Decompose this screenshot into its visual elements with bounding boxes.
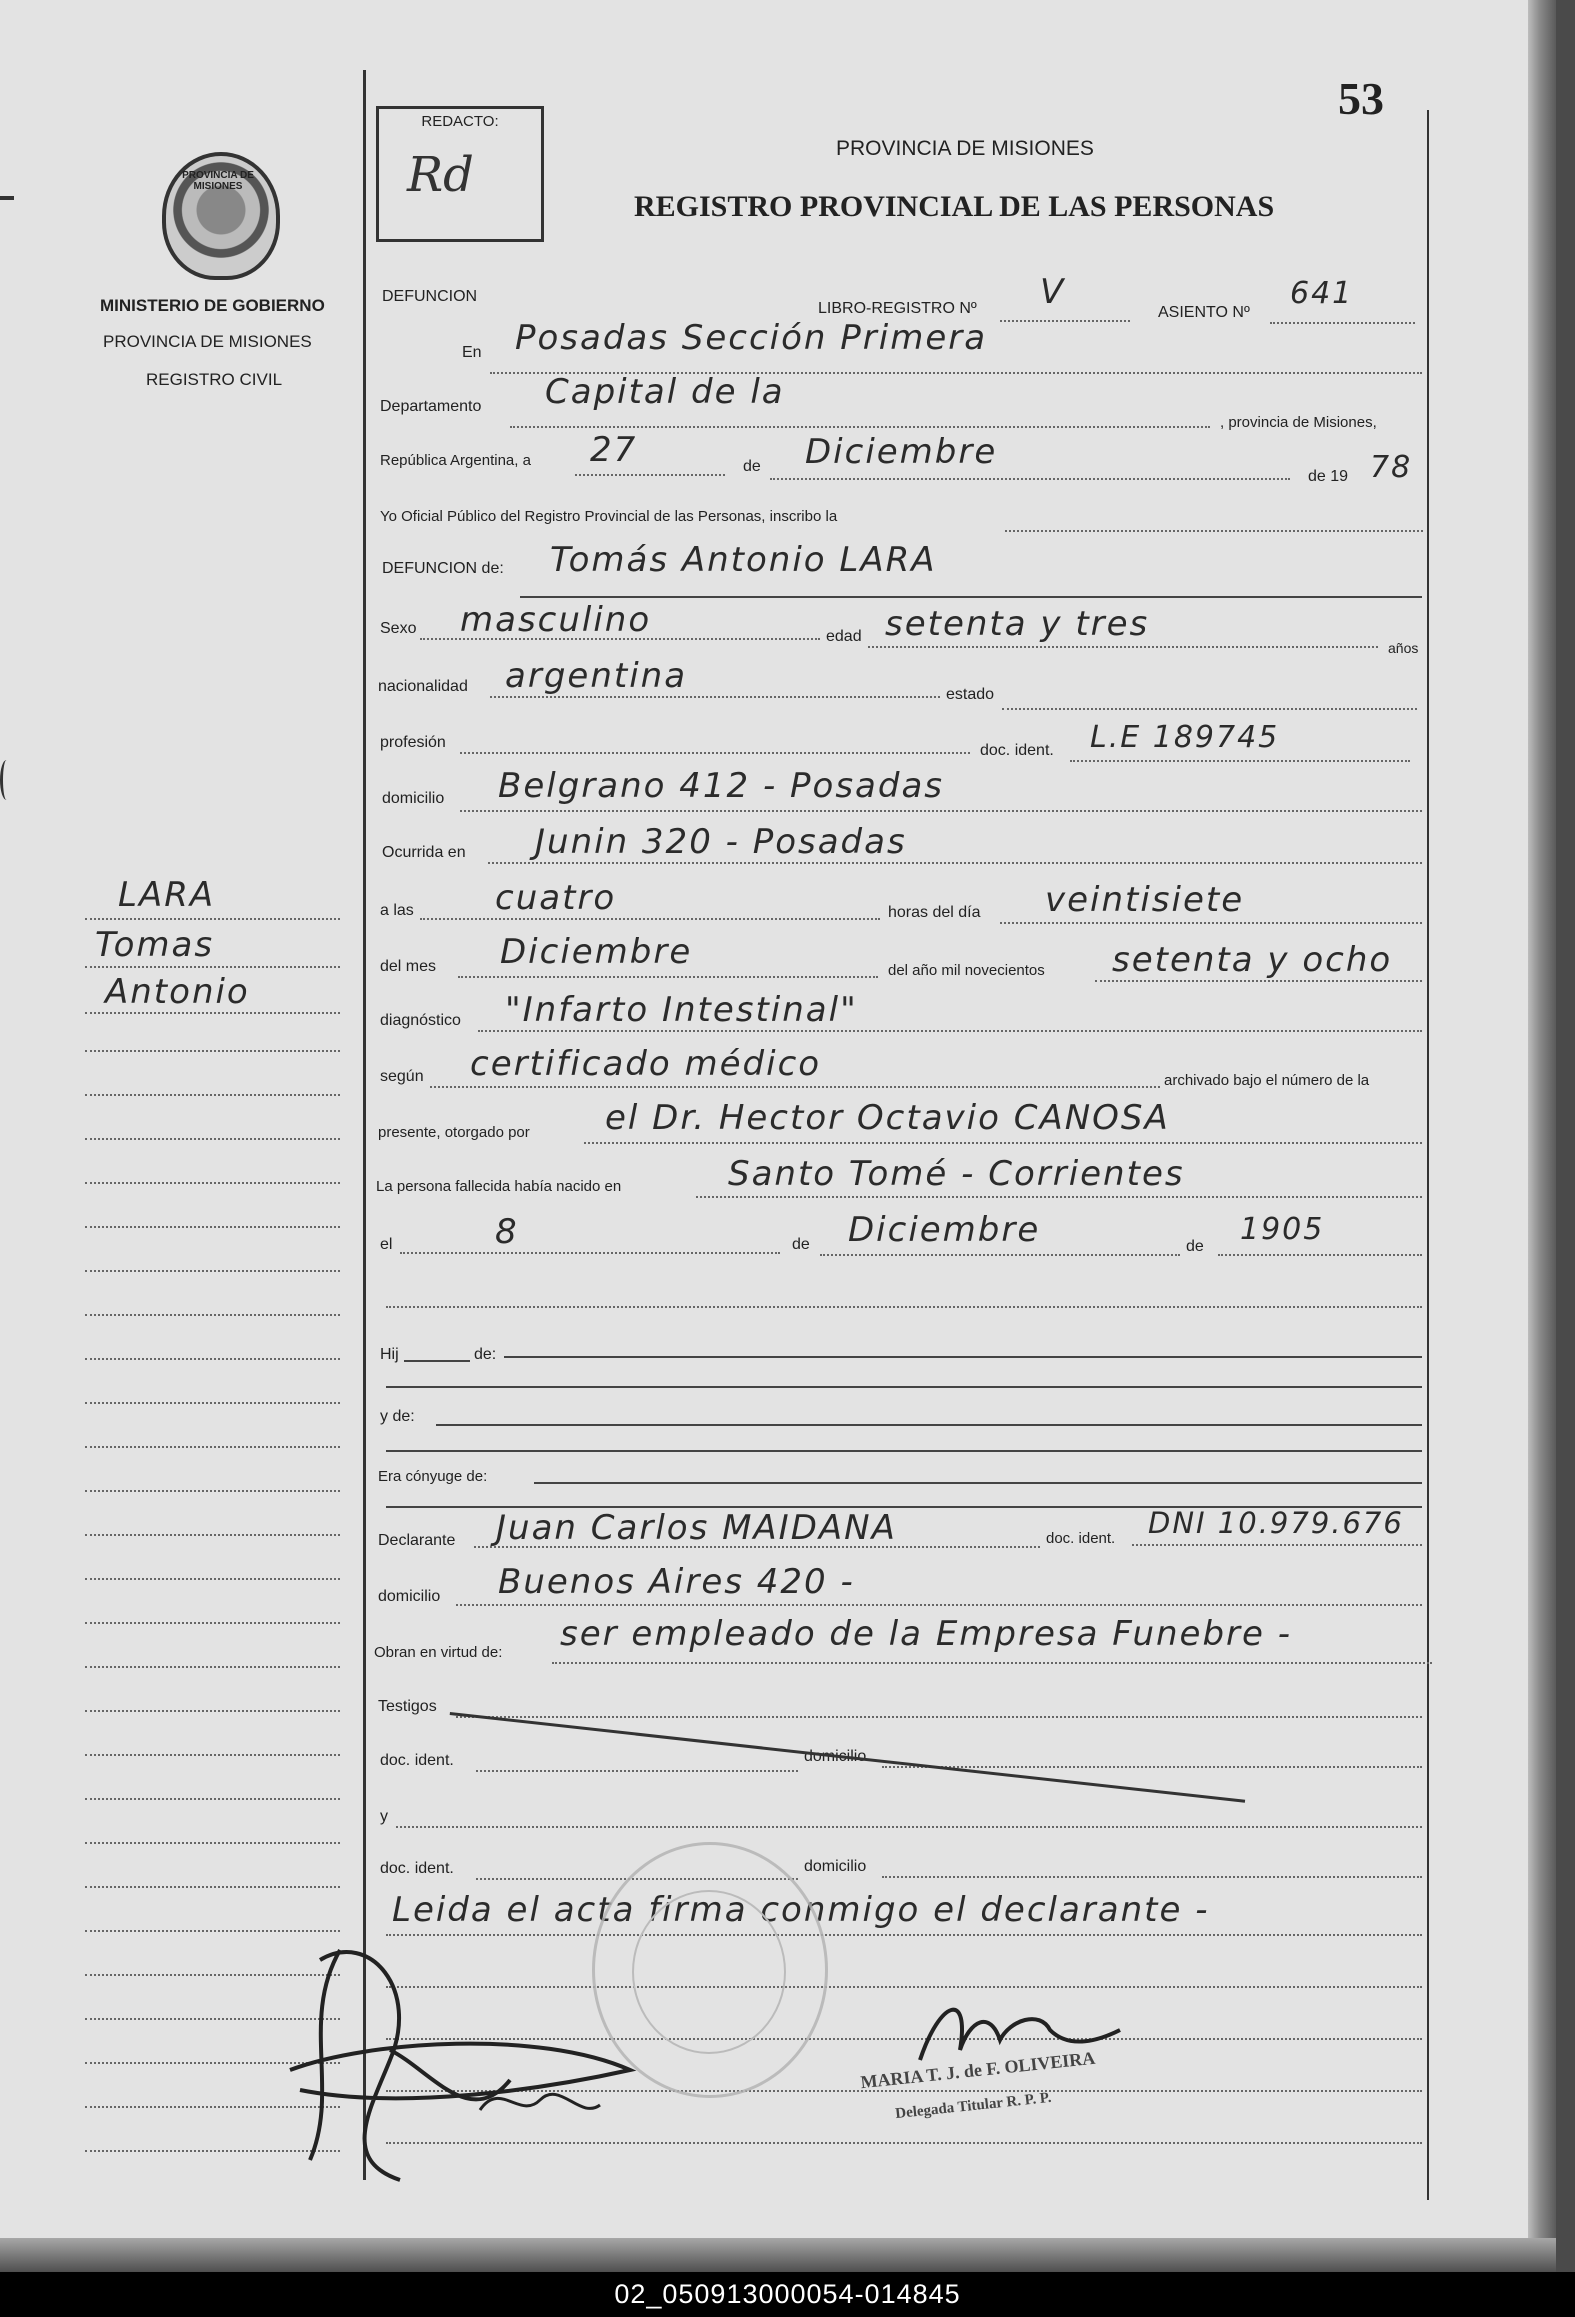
margin-line <box>85 1314 340 1316</box>
y-de-line-2 <box>386 1450 1422 1452</box>
del-mes-label: del mes <box>380 958 437 975</box>
del-ano-label: del año mil novecientos <box>888 962 1045 979</box>
margin-line <box>85 1754 340 1756</box>
margin-line <box>85 1446 340 1448</box>
hij-de-label: de: <box>474 1346 497 1363</box>
yo-oficial-text: Yo Oficial Público del Registro Provincial de las Personas, inscribo la <box>380 508 838 525</box>
doc-ident-value: L.E 189745 <box>1090 720 1280 755</box>
presente-value: el Dr. Hector Octavio CANOSA <box>605 1098 1170 1138</box>
day-line <box>575 474 725 476</box>
y-de-line <box>436 1424 1422 1426</box>
horas-label: horas del día <box>888 904 981 921</box>
archivado-label: archivado bajo el número de la <box>1164 1072 1370 1089</box>
defuncion-de-line <box>520 596 1422 598</box>
edad-value: setenta y tres <box>885 604 1150 644</box>
a-las-label: a las <box>380 902 414 919</box>
image-caption: 02_050913000054-014845 <box>0 2272 1575 2317</box>
nacido-label: La persona fallecida había nacido en <box>376 1178 622 1195</box>
decl-doc-value: DNI 10.979.676 <box>1148 1506 1404 1540</box>
birth-year-value: 1905 <box>1240 1212 1325 1247</box>
margin-line <box>85 1358 340 1360</box>
crest-text: PROVINCIA DE MISIONES <box>182 170 254 192</box>
el-label: el <box>380 1236 393 1253</box>
left-margin-rule <box>363 70 366 2180</box>
day-value: 27 <box>590 430 638 470</box>
margin-line <box>85 1710 340 1712</box>
provincia-suffix: , provincia de Misiones, <box>1220 414 1377 431</box>
margin-line <box>85 1226 340 1228</box>
y-de-label: y de: <box>380 1408 415 1425</box>
testigo-domicilio2-line <box>882 1876 1422 1878</box>
defuncion-heading: DEFUNCION <box>382 288 478 305</box>
a-las-value: cuatro <box>495 878 617 918</box>
margin-line <box>85 1138 340 1140</box>
el-line <box>400 1252 780 1254</box>
testigos-strike-line <box>450 1712 1245 1803</box>
departamento-value: Capital de la <box>545 372 785 412</box>
nacionalidad-value: argentina <box>505 656 688 696</box>
departamento-label: Departamento <box>380 398 482 415</box>
testigo-doc2-label: doc. ident. <box>380 1860 454 1877</box>
ocurrida-value: Junin 320 - Posadas <box>535 822 907 862</box>
official-stamp-title: Delegada Titular R. P. P. <box>894 2089 1053 2123</box>
page-edge-bottom <box>0 2238 1556 2272</box>
obran-label: Obran en virtud de: <box>374 1644 503 1661</box>
hij-label: Hij <box>380 1346 399 1363</box>
declarante-value: Juan Carlos MAIDANA <box>496 1508 897 1548</box>
birth-de2-label: de <box>1186 1238 1204 1255</box>
anos-label: años <box>1388 640 1419 656</box>
presente-label: presente, otorgado por <box>378 1124 530 1141</box>
testigos-label: Testigos <box>378 1698 437 1715</box>
libro-label: LIBRO-REGISTRO Nº <box>818 300 977 317</box>
libro-value: V <box>1040 272 1066 312</box>
asiento-label: ASIENTO Nº <box>1158 304 1250 321</box>
edad-line <box>868 646 1378 648</box>
margin-line <box>85 1622 340 1624</box>
ocurrida-label: Ocurrida en <box>382 844 466 861</box>
month-line <box>770 478 1290 480</box>
margin-line <box>85 966 340 968</box>
declarante-label: Declarante <box>378 1532 456 1549</box>
testigo-domicilio-label: domicilio <box>804 1748 867 1765</box>
doc-ident-label: doc. ident. <box>980 742 1054 759</box>
edad-label: edad <box>826 628 862 645</box>
testigo-domicilio2-label: domicilio <box>804 1858 867 1875</box>
province-heading: PROVINCIA DE MISIONES <box>836 137 1094 160</box>
margin-line <box>85 918 340 920</box>
diagnostico-label: diagnóstico <box>380 1012 461 1029</box>
margin-first-name: Tomas <box>95 925 215 965</box>
margin-line <box>85 1490 340 1492</box>
birth-de-label: de <box>792 1236 810 1253</box>
segun-value: certificado médico <box>470 1044 822 1084</box>
segun-line <box>430 1086 1160 1088</box>
decl-doc-line <box>1132 1544 1422 1546</box>
republica-label: República Argentina, a <box>380 452 531 469</box>
page-edge-right <box>1528 0 1556 2238</box>
redacto-label: REDACTO: <box>421 113 499 130</box>
sexo-value: masculino <box>460 600 652 640</box>
domicilio-line <box>460 810 1422 812</box>
ministerio-label: MINISTERIO DE GOBIERNO <box>100 296 325 315</box>
testigo-y-label: y <box>380 1808 388 1825</box>
del-ano-line <box>1095 980 1422 982</box>
redacto-stamp-box <box>376 106 544 242</box>
birth-year-line <box>1218 1254 1422 1256</box>
birth-month-value: Diciembre <box>848 1210 1041 1250</box>
conyuge-label: Era cónyuge de: <box>378 1468 488 1485</box>
margin-line <box>85 1578 340 1580</box>
provincia-label: PROVINCIA DE MISIONES <box>103 332 312 351</box>
estado-line <box>1002 708 1417 710</box>
hij-line <box>504 1356 1422 1358</box>
defuncion-de-value: Tomás Antonio LARA <box>550 540 937 580</box>
hij-line-2 <box>386 1386 1422 1388</box>
margin-line <box>85 1050 340 1052</box>
testigos-line <box>456 1716 1422 1718</box>
margin-line <box>85 1094 340 1096</box>
decl-domicilio-value: Buenos Aires 420 - <box>498 1562 855 1602</box>
nacionalidad-label: nacionalidad <box>378 678 468 695</box>
official-stamp-name: MARIA T. J. de F. OLIVEIRA <box>859 2047 1097 2093</box>
domicilio-label: domicilio <box>382 790 445 807</box>
defuncion-de-label: DEFUNCION de: <box>382 560 504 577</box>
blank-line <box>386 1306 1422 1308</box>
margin-line <box>85 1666 340 1668</box>
registro-civil-label: REGISTRO CIVIL <box>146 370 283 389</box>
doc-ident-line <box>1070 760 1410 762</box>
horas-line <box>1000 922 1422 924</box>
month-value: Diciembre <box>805 432 998 472</box>
sexo-label: Sexo <box>380 620 417 637</box>
diagnostico-line <box>478 1030 1422 1032</box>
margin-line <box>85 1402 340 1404</box>
binding-mark <box>0 760 13 800</box>
en-value: Posadas Sección Primera <box>515 318 988 358</box>
domicilio-value: Belgrano 412 - Posadas <box>498 766 945 806</box>
del-mes-line <box>458 976 878 978</box>
hij-blank <box>404 1360 470 1362</box>
asiento-value: 641 <box>1290 276 1354 311</box>
profesion-line <box>460 752 970 754</box>
margin-surname: LARA <box>118 875 216 915</box>
el-value: 8 <box>495 1212 519 1252</box>
margin-line <box>85 1182 340 1184</box>
decl-doc-label: doc. ident. <box>1046 1530 1116 1547</box>
horas-value: veintisiete <box>1045 880 1245 920</box>
testigo-y-line <box>396 1826 1422 1828</box>
libro-line <box>1000 320 1130 322</box>
testigo-doc-line <box>476 1770 798 1772</box>
nacido-line <box>696 1196 1422 1198</box>
profesion-label: profesión <box>380 734 446 751</box>
obran-line <box>552 1662 1432 1664</box>
del-mes-value: Diciembre <box>500 932 693 972</box>
segun-label: según <box>380 1068 424 1085</box>
departamento-line <box>510 426 1210 428</box>
margin-line <box>85 1842 340 1844</box>
testigo-doc-label: doc. ident. <box>380 1752 454 1769</box>
registry-title: REGISTRO PROVINCIAL DE LAS PERSONAS <box>634 190 1275 223</box>
yo-oficial-line <box>1005 530 1423 532</box>
obran-value: ser empleado de la Empresa Funebre - <box>560 1614 1293 1654</box>
a-las-line <box>420 918 880 920</box>
leida-text: Leida el acta firma conmigo el declarante - <box>392 1890 1210 1930</box>
binding-mark <box>0 196 14 200</box>
year-value: 78 <box>1370 450 1413 485</box>
birth-month-line <box>820 1254 1180 1256</box>
del-ano-value: setenta y ocho <box>1112 940 1393 980</box>
margin-line <box>85 1886 340 1888</box>
margin-middle-name: Antonio <box>105 972 250 1012</box>
decl-domicilio-label: domicilio <box>378 1588 441 1605</box>
conyuge-line <box>534 1482 1422 1484</box>
margin-line <box>85 1534 340 1536</box>
nacido-value: Santo Tomé - Corrientes <box>728 1154 1185 1194</box>
de19-label: de 19 <box>1308 468 1349 485</box>
ocurrida-line <box>488 862 1422 864</box>
redacto-initials: Rd <box>407 147 474 203</box>
en-label: En <box>462 344 482 361</box>
margin-line <box>85 1798 340 1800</box>
margin-line <box>85 1012 340 1014</box>
diagnostico-value: "Infarto Intestinal" <box>505 990 858 1030</box>
declarant-signature-icon <box>280 1930 660 2200</box>
margin-line <box>85 1270 340 1272</box>
de-label: de <box>743 458 761 475</box>
nacionalidad-line <box>490 696 940 698</box>
page-number: 53 <box>1338 73 1384 124</box>
presente-line <box>584 1142 1422 1144</box>
decl-domicilio-line <box>456 1604 1422 1606</box>
right-margin-rule <box>1427 110 1429 2200</box>
asiento-line <box>1270 322 1415 324</box>
estado-label: estado <box>946 686 995 703</box>
